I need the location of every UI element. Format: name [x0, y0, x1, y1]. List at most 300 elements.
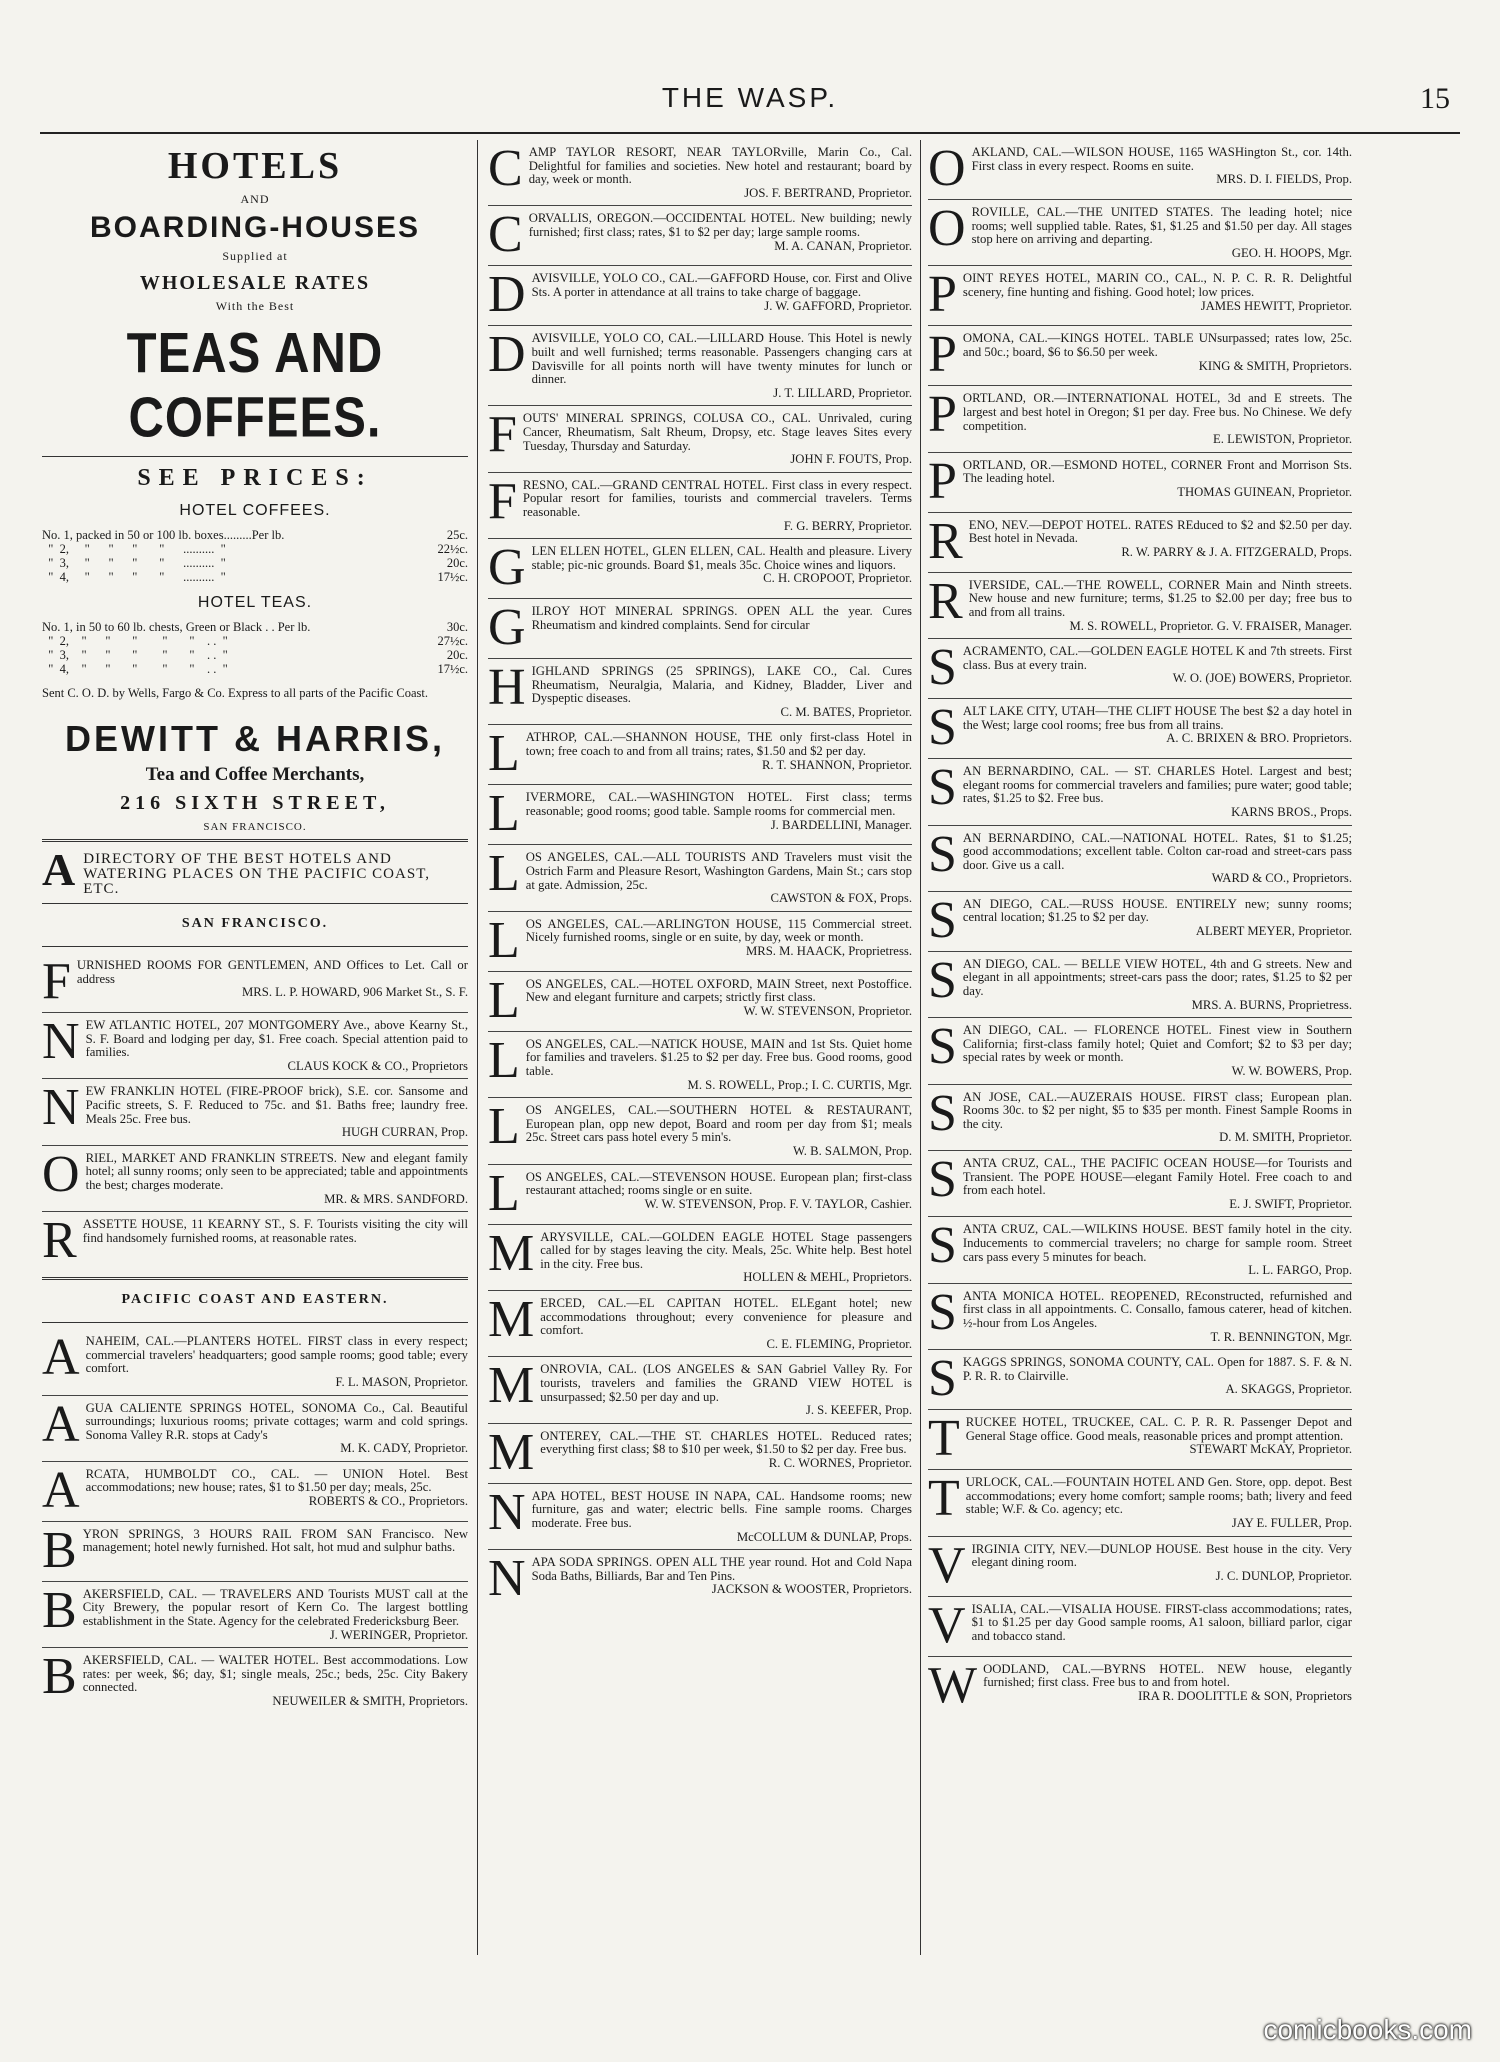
- listing-text-block: [488, 472, 912, 533]
- ad-supplied: Supplied at: [222, 249, 288, 263]
- drop-cap: A: [42, 1329, 80, 1387]
- listing-entry: [488, 406, 912, 472]
- listing-entry: [42, 953, 468, 1013]
- listing-proprietor: R. W. PARRY & J. A. FITZGERALD, Props.: [1121, 544, 1352, 559]
- drop-cap: T: [928, 1470, 960, 1528]
- listing-entry: [488, 659, 912, 725]
- header-rule: [40, 132, 1460, 134]
- listing-text-block: [488, 140, 912, 200]
- listing-entry: [928, 386, 1352, 452]
- listing-entry: [488, 1098, 912, 1164]
- listing-proprietor: J. W. GAFFORD, Proprietor.: [764, 298, 912, 313]
- listing-text: RUCKEE HOTEL, TRUCKEE, CAL. C. P. R. R. Passenger Depot and General Stage office. Good meals, reasonable prices and prompt attention.: [965, 1415, 1352, 1443]
- listing-text-block: [488, 1357, 912, 1418]
- listing-proprietor: GEO. H. HOOPS, Mgr.: [1231, 245, 1352, 260]
- column-right: [928, 140, 1352, 1716]
- listing-proprietor: JACKSON & WOOSTER, Proprietors.: [711, 1582, 912, 1597]
- listing-text-block: [488, 725, 912, 783]
- listing-proprietor: MRS. L. P. HOWARD, 906 Market St., S. F.: [242, 985, 468, 1000]
- listing-proprietor: T. R. BENNINGTON, Mgr.: [1210, 1329, 1352, 1344]
- listing-text: IRGINIA CITY, NEV.—DUNLOP HOUSE. Best house in the city. Very elegant dining room.: [971, 1541, 1352, 1570]
- listing-proprietor: JAMES HEWITT, Proprietor.: [1200, 298, 1352, 313]
- drop-cap: R: [928, 512, 963, 570]
- listing-entry: [928, 639, 1352, 699]
- drop-cap: S: [928, 825, 957, 883]
- listing-text-block: [42, 953, 468, 1010]
- listing-entry: [42, 1212, 468, 1271]
- listing-text: AN DIEGO, CAL.—RUSS HOUSE. ENTIRELY new; sunny rooms; central location; $1.25 to $2 per day.: [962, 896, 1352, 925]
- listing-text: NAHEIM, CAL.—PLANTERS HOTEL. FIRST class in every respect; commercial travelers' headquarters; good sample rooms; good table; every comfort.: [85, 1334, 468, 1376]
- tea-coffee-advertisement: [42, 144, 468, 833]
- listing-entry: [488, 326, 912, 406]
- drop-cap: B: [42, 1648, 77, 1706]
- drop-cap: D: [488, 326, 526, 384]
- drop-cap: S: [928, 1018, 957, 1076]
- listing-text: OS ANGELES, CAL.—NATICK HOUSE, MAIN and 1st Sts. Quiet home for families and travelers. $1.25 to $2 per day. Free bus. Good rooms, good table.: [525, 1036, 912, 1079]
- listing-proprietor: W. W. STEVENSON, Prop. F. V. TAYLOR, Cashier.: [644, 1196, 912, 1211]
- listing-text-block: [42, 1395, 468, 1456]
- price-value: 30c.: [446, 620, 468, 634]
- drop-cap: F: [488, 472, 517, 530]
- drop-cap: B: [42, 1521, 77, 1579]
- ad-see-prices: SEE PRICES:: [137, 465, 373, 491]
- listing-text-block: [488, 206, 912, 264]
- listing-text: ANTA CRUZ, CAL., THE PACIFIC OCEAN HOUSE—for Tourists and Transient. The POPE HOUSE—elegant Family Hotel. Free coach to and from each hotel.: [962, 1156, 1352, 1198]
- listing-entry: [488, 1291, 912, 1357]
- price-row: [42, 662, 468, 676]
- listing-text: ACRAMENTO, CAL.—GOLDEN EAGLE HOTEL K and 7th streets. First class. Bus at every train.: [962, 644, 1352, 672]
- listing-proprietor: W. O. (JOE) BOWERS, Proprietor.: [1172, 671, 1352, 686]
- drop-cap: F: [488, 406, 517, 464]
- column-middle: [488, 140, 912, 1609]
- listing-text-block: [488, 785, 912, 843]
- price-value: 20c.: [446, 648, 468, 662]
- price-row: [42, 542, 468, 556]
- ad-and: AND: [240, 192, 270, 206]
- drop-cap: L: [488, 725, 520, 783]
- listing-proprietor: M. K. CADY, Proprietor.: [340, 1441, 468, 1456]
- listing-entry: [42, 1522, 468, 1582]
- price-label: " 2, " " " " " . . ": [42, 634, 228, 648]
- listing-text-block: [928, 266, 1352, 324]
- drop-cap: P: [928, 326, 957, 384]
- listing-entry: [42, 1079, 468, 1145]
- drop-cap: O: [928, 200, 966, 257]
- listing-entry: [928, 453, 1352, 513]
- page-header: [40, 82, 1460, 122]
- listing-text-block: [928, 759, 1352, 819]
- listing-proprietor: NEUWEILER & SMITH, Proprietors.: [272, 1694, 468, 1709]
- listing-entry: [488, 599, 912, 659]
- listing-text-block: [928, 1350, 1352, 1408]
- hotel-listings: [928, 140, 1352, 1716]
- listing-entry: [488, 785, 912, 845]
- listing-proprietor: CAWSTON & FOX, Props.: [770, 891, 912, 906]
- listing-text-block: [928, 512, 1352, 570]
- price-value: 17½c.: [437, 662, 468, 676]
- listing-proprietor: THOMAS GUINEAN, Proprietor.: [1177, 484, 1352, 499]
- listing-text: AN BERNARDINO, CAL.—NATIONAL HOTEL. Rates, $1 to $1.25; good accommodations; excellent table. Colton car-road and street-cars pass door. Give us a call.: [962, 830, 1352, 872]
- listing-text-block: [488, 1423, 912, 1481]
- listing-entry: [928, 1410, 1352, 1470]
- listing-text: ATHROP, CAL.—SHANNON HOUSE, THE only first-class Hotel in town; free coach to and from all trains; rates, $1.50 and $2 per day.: [525, 730, 912, 759]
- section-heading-pacific-coast: PACIFIC COAST AND EASTERN.: [121, 1292, 389, 1308]
- listing-text-block: [42, 1329, 468, 1389]
- listing-text-block: [42, 1648, 468, 1709]
- listing-proprietor: M. A. CANAN, Proprietor.: [774, 238, 912, 253]
- price-row: [42, 556, 468, 570]
- tea-price-list: [42, 620, 468, 676]
- price-label: " 3, " " " " .......... ": [42, 556, 226, 570]
- drop-cap: L: [488, 1098, 520, 1156]
- listing-proprietor: WARD & CO., Proprietors.: [1211, 871, 1352, 886]
- drop-cap: S: [928, 639, 957, 697]
- listing-entry: [42, 1396, 468, 1462]
- listing-text: OMONA, CAL.—KINGS HOTEL. TABLE UNsurpassed; rates low, 25c. and 50c.; board, $6 to $6.50 per week.: [962, 331, 1352, 359]
- listing-entry: [488, 1357, 912, 1423]
- listing-text-block: [42, 1461, 468, 1519]
- listing-text: OS ANGELES, CAL.—HOTEL OXFORD, MAIN Street, next Postoffice. New and elegant furniture and carpets; strictly first class.: [525, 976, 912, 1005]
- listing-proprietor: E. LEWISTON, Proprietor.: [1213, 432, 1352, 447]
- drop-cap: T: [928, 1410, 960, 1468]
- listing-text-block: [488, 845, 912, 906]
- coffee-price-list: [42, 528, 468, 584]
- listing-text: ENO, NEV.—DEPOT HOTEL. RATES REduced to $2 and $2.50 per day. Best hotel in Nevada.: [968, 517, 1352, 546]
- directory-title: DIRECTORY OF THE BEST HOTELS AND WATERING PLACES ON THE PACIFIC COAST, ETC.: [83, 851, 430, 897]
- divider: [42, 839, 468, 842]
- drop-cap: S: [928, 1084, 957, 1142]
- listing-proprietor: JOHN F. FOUTS, Prop.: [790, 452, 912, 467]
- listing-entry: [928, 1217, 1352, 1283]
- listing-text-block: [928, 326, 1352, 384]
- listing-proprietor: MR. & MRS. SANDFORD.: [324, 1191, 468, 1206]
- drop-cap: R: [928, 572, 963, 630]
- listing-text: OS ANGELES, CAL.—SOUTHERN HOTEL & RESTAURANT, European plan, opp new depot, Board and room per day from $1; meals 25c. Street cars pass hotel every 5 min's.: [525, 1103, 912, 1145]
- price-label: No. 1, packed in 50 or 100 lb. boxes.........Per lb.: [42, 528, 285, 542]
- listing-text: ILROY HOT MINERAL SPRINGS. OPEN ALL the year. Cures Rheumatism and kindred complaints. Send for circular: [531, 604, 912, 632]
- listing-text-block: [488, 539, 912, 597]
- hotel-coffees-heading: HOTEL COFFEES.: [179, 502, 331, 519]
- listing-text: OS ANGELES, CAL.—ALL TOURISTS AND Travelers must visit the Ostrich Farm and Pleasure Resort, Washington Gardens, Main St.; cars stop at gate. Admission, 25c.: [525, 850, 912, 892]
- listing-proprietor: C. H. CROPOOT, Proprietor.: [763, 571, 912, 586]
- listing-proprietor: A. SKAGGS, Proprietor.: [1225, 1382, 1352, 1397]
- listing-entry: [928, 1537, 1352, 1597]
- listing-text: EW FRANKLIN HOTEL (FIRE-PROOF brick), S.E. cor. Sansome and Pacific streets, S. F. Reduced to 75c. and $1. Baths free; laundry free. Meals 25c. Free bus.: [85, 1084, 468, 1126]
- listing-text: RESNO, CAL.—GRAND CENTRAL HOTEL. First class in every respect. Popular resort for families, tourists and commercial travelers. Terms reasonable.: [522, 477, 912, 519]
- price-row: [42, 570, 468, 584]
- drop-cap: M: [488, 1423, 535, 1481]
- drop-cap: S: [928, 951, 957, 1009]
- listing-text: APA HOTEL, BEST HOUSE IN NAPA, CAL. Handsome rooms; new furniture, gas and water; electric bells. Fine sample rooms. Charges moderate. Free bus.: [531, 1488, 912, 1530]
- hotel-teas-heading: HOTEL TEAS.: [197, 594, 313, 611]
- listing-text-block: [42, 1521, 468, 1579]
- watermark: comicbooks.com: [1263, 2014, 1472, 2045]
- listing-text: ORTLAND, OR.—ESMOND HOTEL, CORNER Front and Morrison Sts. The leading hotel.: [962, 457, 1352, 486]
- listing-entry: [928, 326, 1352, 386]
- listing-entry: [488, 206, 912, 266]
- price-row: [42, 648, 468, 662]
- listing-text-block: [928, 1151, 1352, 1211]
- drop-cap: P: [928, 266, 957, 324]
- listing-proprietor: JOS. F. BERTRAND, Proprietor.: [744, 185, 912, 200]
- drop-cap: A: [42, 844, 76, 895]
- drop-cap: S: [928, 1350, 957, 1408]
- listing-text-block: [928, 951, 1352, 1012]
- san-francisco-listings: [42, 953, 468, 1271]
- price-row: [42, 634, 468, 648]
- price-value: 17½c.: [437, 570, 468, 584]
- listing-text-block: [928, 200, 1352, 260]
- drop-cap: L: [488, 785, 520, 843]
- listing-proprietor: F. L. MASON, Proprietor.: [335, 1374, 468, 1389]
- drop-cap: L: [488, 911, 520, 969]
- listing-entry: [488, 473, 912, 539]
- price-value: 27½c.: [437, 634, 468, 648]
- drop-cap: M: [488, 1290, 535, 1348]
- listing-proprietor: KARNS BROS., Props.: [1231, 804, 1352, 819]
- listing-text: APA SODA SPRINGS. OPEN ALL THE year round. Hot and Cold Napa Soda Baths, Billiards, Bar and Ten Pins.: [531, 1555, 912, 1583]
- listing-entry: [928, 266, 1352, 326]
- listing-text-block: [928, 140, 1352, 197]
- listing-proprietor: MRS. D. I. FIELDS, Prop.: [1216, 172, 1352, 187]
- listing-text: ANTA MONICA HOTEL. REOPENED, REconstructed, refurnished and first class in all appointments. C. Consallo, famous caterer, head of kitchen. ½-hour from Los Angeles.: [962, 1288, 1352, 1330]
- listing-proprietor: HOLLEN & MEHL, Proprietors.: [743, 1270, 912, 1285]
- listing-text-block: [928, 1656, 1352, 1714]
- listing-text: AVISVILLE, YOLO CO, CAL.—LILLARD House. This Hotel is newly built and well furnished; terms reasonable. Passengers changing cars at Davisville for all points north will have twenty minutes for lunch or dinner.: [531, 331, 912, 387]
- listing-entry: [928, 892, 1352, 952]
- listing-proprietor: R. C. WORNES, Proprietor.: [768, 1455, 912, 1470]
- drop-cap: L: [488, 845, 520, 903]
- shipping-note: Sent C. O. D. by Wells, Fargo & Co. Express to all parts of the Pacific Coast.: [42, 686, 428, 700]
- listing-text: RIEL, MARKET AND FRANKLIN STREETS. New and elegant family hotel; all sunny rooms; only seen to be appreciated; table and appointments the best; charges moderate.: [85, 1150, 468, 1192]
- section-heading-san-francisco: SAN FRANCISCO.: [181, 916, 329, 931]
- merchant-city: SAN FRANCISCO.: [203, 821, 307, 833]
- price-label: No. 1, in 50 to 60 lb. chests, Green or Black . . Per lb.: [42, 620, 311, 634]
- drop-cap: C: [488, 140, 523, 197]
- listing-entry: [928, 1284, 1352, 1350]
- price-label: " 2, " " " " .......... ": [42, 542, 226, 556]
- listing-text: ISALIA, CAL.—VISALIA HOUSE. FIRST-class accommodations; rates, $1 to $1.25 per day Good sample rooms, A1 saloon, billiard parlor, cigar and tobacco stand.: [971, 1601, 1352, 1643]
- listing-text: ONTEREY, CAL.—THE ST. CHARLES HOTEL. Reduced rates; everything first class; $8 to $10 per week, $1.50 to $2 per day. Free bus.: [540, 1428, 912, 1457]
- listing-proprietor: L. L. FARGO, Prop.: [1248, 1263, 1352, 1278]
- listing-entry: [488, 1165, 912, 1225]
- listing-text: EW ATLANTIC HOTEL, 207 MONTGOMERY Ave., above Kearny St., S. F. Board and lodging per day, $1. Free coach. Special attention paid to families.: [85, 1018, 468, 1060]
- listing-text: AKLAND, CAL.—WILSON HOUSE, 1165 WASHington St., cor. 14th. First class in every respect. Rooms en suite.: [971, 145, 1352, 173]
- drop-cap: N: [488, 1550, 526, 1608]
- ad-headline: HOTELS: [167, 145, 343, 187]
- listing-entry: [928, 952, 1352, 1018]
- listing-proprietor: HUGH CURRAN, Prop.: [341, 1125, 468, 1140]
- listing-entry: [928, 1085, 1352, 1151]
- listing-text-block: [488, 266, 912, 324]
- listing-entry: [928, 200, 1352, 266]
- drop-cap: S: [928, 891, 957, 949]
- price-row: [42, 620, 468, 634]
- listing-text-block: [42, 1212, 468, 1270]
- listing-text: ERCED, CAL.—EL CAPITAN HOTEL. ELEgant hotel; new accommodations throughout; every convenience for pleasure and comfort.: [540, 1295, 912, 1338]
- listing-entry: [488, 1032, 912, 1098]
- column-divider: [920, 140, 921, 1955]
- listing-entry: [928, 1018, 1352, 1084]
- listing-text: AKERSFIELD, CAL. — TRAVELERS AND Tourists MUST call at the City Brewery, the popular resort of Kern Co. The largest bottling establishment in the State. Agency for the celebrated Fredericksburg Beer.: [82, 1586, 468, 1629]
- listing-entry: [928, 826, 1352, 892]
- listing-text: OS ANGELES, CAL.—STEVENSON HOUSE. European plan; first-class restaurant attached; rooms single or en suite.: [525, 1169, 912, 1198]
- listing-text-block: [928, 1217, 1352, 1278]
- listing-text-block: [928, 825, 1352, 886]
- drop-cap: O: [42, 1145, 80, 1203]
- drop-cap: S: [928, 1283, 957, 1341]
- listing-entry: [928, 573, 1352, 639]
- listing-text-block: [928, 1084, 1352, 1145]
- listing-text-block: [488, 1164, 912, 1222]
- listing-text-block: [928, 1536, 1352, 1594]
- listing-text: AN BERNARDINO, CAL. — ST. CHARLES Hotel. Largest and best; elegant rooms for commercial travelers and families; pure water; good table; rates, $1.25 to $2. Free bus.: [962, 764, 1352, 806]
- listing-entry: [928, 759, 1352, 825]
- listing-proprietor: J. T. LILLARD, Proprietor.: [773, 385, 912, 400]
- listing-proprietor: J. S. KEEFER, Prop.: [805, 1403, 912, 1418]
- listing-text-block: [488, 1483, 912, 1544]
- drop-cap: V: [928, 1536, 966, 1594]
- listing-text-block: [928, 639, 1352, 697]
- listing-entry: [42, 1648, 468, 1713]
- listing-text-block: [488, 599, 912, 657]
- price-value: 20c.: [446, 556, 468, 570]
- listing-entry: [488, 912, 912, 972]
- price-label: " 4, " " " " .......... ": [42, 570, 226, 584]
- drop-cap: G: [488, 599, 526, 657]
- listing-entry: [928, 1151, 1352, 1217]
- listing-text: ASSETTE HOUSE, 11 KEARNY ST., S. F. Tourists visiting the city will find handsomely furnished rooms, at reasonable rates.: [82, 1217, 468, 1245]
- listing-text: AMP TAYLOR RESORT, NEAR TAYLORville, Marin Co., Cal. Delightful for families and societies. New hotel and restaurant; board by day, week or month.: [528, 145, 912, 187]
- listing-text: OODLAND, CAL.—BYRNS HOTEL. NEW house, elegantly furnished; first class. Free bus to and from hotel.: [983, 1661, 1352, 1690]
- directory-heading: [42, 844, 468, 897]
- listing-text: ALT LAKE CITY, UTAH—THE CLIFT HOUSE The best $2 a day hotel in the West; large cool rooms; free bus from all trains.: [962, 704, 1352, 732]
- listing-text-block: [928, 699, 1352, 757]
- merchant-name: DEWITT & HARRIS,: [65, 718, 445, 759]
- listing-proprietor: STEWART McKAY, Proprietor.: [1189, 1442, 1352, 1457]
- listing-entry: [488, 1550, 912, 1609]
- price-value: 22½c.: [437, 542, 468, 556]
- drop-cap: L: [488, 1164, 520, 1222]
- listing-text-block: [928, 386, 1352, 447]
- listing-text-block: [42, 1079, 468, 1140]
- ad-with-best: With the Best: [215, 299, 295, 313]
- listing-proprietor: D. M. SMITH, Proprietor.: [1219, 1130, 1352, 1145]
- listing-entry: [928, 1657, 1352, 1716]
- ad-teas-coffees: TEAS AND COFFEES.: [126, 322, 384, 450]
- listing-text: AKERSFIELD, CAL. — WALTER HOTEL. Best accommodations. Low rates: per week, $6; day, $1; single meals, 25c.; beds, 25c. City Bakery connected.: [82, 1653, 468, 1695]
- listing-text-block: [488, 971, 912, 1029]
- drop-cap: N: [42, 1079, 80, 1137]
- listing-entry: [488, 1424, 912, 1484]
- drop-cap: S: [928, 699, 957, 757]
- listing-entry: [488, 725, 912, 785]
- drop-cap: M: [488, 1224, 535, 1282]
- listing-entry: [928, 1470, 1352, 1536]
- drop-cap: A: [42, 1461, 80, 1519]
- listing-text-block: [488, 911, 912, 969]
- listing-text-block: [928, 1410, 1352, 1468]
- page-number: 15: [1420, 82, 1450, 115]
- drop-cap: N: [488, 1483, 526, 1541]
- listing-proprietor: W. B. SALMON, Prop.: [792, 1144, 912, 1158]
- listing-entry: [42, 1329, 468, 1395]
- drop-cap: A: [42, 1395, 80, 1453]
- listing-text: GUA CALIENTE SPRINGS HOTEL, SONOMA Co., Cal. Beautiful surroundings; luxurious rooms; private cottages; warm and cold springs. Sonoma Valley R.R. stops at Cady's: [85, 1400, 468, 1442]
- listing-text: ORTLAND, OR.—INTERNATIONAL HOTEL, 3d and E streets. The largest and best hotel in Oregon; $1 per day. Free bus. No Chinese. We defy competition.: [962, 391, 1352, 433]
- listing-text: IGHLAND SPRINGS (25 SPRINGS), LAKE CO., Cal. Cures Rheumatism, Neuralgia, Malaria, and Kidney, Bladder, Liver and Dyspeptic diseases.: [531, 664, 912, 706]
- listing-text-block: [928, 1283, 1352, 1344]
- listing-text: AN JOSE, CAL.—AUZERAIS HOUSE. FIRST class; European plan. Rooms 30c. to $2 per night, $5 to $35 per month. Finest Sample Rooms in the city.: [962, 1089, 1352, 1131]
- listing-text: AN DIEGO, CAL. — BELLE VIEW HOTEL, 4th and G streets. New and elegant in all appointments; street-cars pass the door; rates, $1.25 to $2 per day.: [962, 956, 1352, 999]
- listing-proprietor: ALBERT MEYER, Proprietor.: [1195, 924, 1352, 939]
- listing-text: IVERSIDE, CAL.—THE ROWELL, CORNER Main and Ninth streets. New house and new furniture; terms, $1.25 to $2.00 per day; free bus to and from all trains.: [968, 577, 1352, 619]
- listing-text-block: [488, 1031, 912, 1092]
- drop-cap: N: [42, 1013, 80, 1070]
- masthead: THE WASP.: [661, 82, 839, 113]
- listing-text-block: [488, 1224, 912, 1285]
- listing-text-block: [928, 452, 1352, 510]
- pacific-coast-listings: [42, 1329, 468, 1714]
- divider: [42, 1322, 468, 1323]
- merchant-address: 216 SIXTH STREET,: [120, 792, 390, 814]
- listing-text: ARYSVILLE, CAL.—GOLDEN EAGLE HOTEL Stage passengers called for by stages leaving the city. Meals, 25c. White help. Best hotel in the city. Free bus.: [540, 1229, 912, 1271]
- listing-entry: [928, 513, 1352, 573]
- listing-proprietor: McCOLLUM & DUNLAP, Props.: [736, 1529, 912, 1544]
- listing-proprietor: ROBERTS & CO., Proprietors.: [308, 1494, 468, 1509]
- listing-entry: [42, 1582, 468, 1648]
- listing-text: ROVILLE, CAL.—THE UNITED STATES. The leading hotel; nice rooms; well supplied table. Rates, $1, $1.25 and $1.50 per day. All stages stop here on arriving and departing.: [971, 205, 1352, 247]
- drop-cap: D: [488, 266, 526, 324]
- divider: [42, 456, 468, 457]
- drop-cap: F: [42, 953, 71, 1010]
- drop-cap: R: [42, 1212, 77, 1270]
- drop-cap: G: [488, 539, 526, 597]
- listing-entry: [488, 972, 912, 1032]
- listing-proprietor: MRS. M. HAACK, Proprietress.: [745, 944, 912, 959]
- listing-entry: [488, 845, 912, 911]
- drop-cap: L: [488, 1031, 520, 1089]
- listing-entry: [488, 140, 912, 206]
- listing-proprietor: CLAUS KOCK & CO., Proprietors: [287, 1058, 468, 1073]
- listing-proprietor: J. WERINGER, Proprietor.: [329, 1627, 468, 1642]
- listing-entry: [42, 1146, 468, 1212]
- listing-text-block: [928, 1018, 1352, 1079]
- listing-entry: [928, 699, 1352, 759]
- column-left: [42, 140, 468, 1714]
- listing-proprietor: C. E. FLEMING, Proprietor.: [766, 1336, 912, 1351]
- listing-text-block: [488, 326, 912, 400]
- drop-cap: L: [488, 971, 520, 1029]
- listing-text: KAGGS SPRINGS, SONOMA COUNTY, CAL. Open for 1887. S. F. & N. P. R. R. to Clairville.: [962, 1355, 1352, 1383]
- listing-proprietor: M. S. ROWELL, Proprietor. G. V. FRAISER, Manager.: [1069, 618, 1352, 633]
- price-label: " 4, " " " " " . . ": [42, 662, 228, 676]
- divider: [42, 946, 468, 947]
- listing-entry: [488, 266, 912, 326]
- listing-text-block: [928, 891, 1352, 949]
- listing-entry: [42, 1013, 468, 1079]
- divider: [42, 903, 468, 904]
- listing-entry: [488, 1225, 912, 1291]
- listing-proprietor: J. BARDELLINI, Manager.: [770, 817, 912, 832]
- drop-cap: W: [928, 1656, 978, 1714]
- listing-text-block: [928, 1596, 1352, 1654]
- listing-proprietor: J. C. DUNLOP, Proprietor.: [1215, 1568, 1352, 1583]
- listing-text: LEN ELLEN HOTEL, GLEN ELLEN, CAL. Health and pleasure. Livery stable; pic-nic grounds. Board $1, meals 35c. Choice wines and liquors.: [531, 544, 912, 572]
- listing-entry: [928, 140, 1352, 200]
- listing-proprietor: W. W. BOWERS, Prop.: [1231, 1064, 1352, 1079]
- listing-text: ORVALLIS, OREGON.—OCCIDENTAL HOTEL. New building; newly furnished; first class; rates, $1 to $2 per day; large sample rooms.: [528, 211, 912, 239]
